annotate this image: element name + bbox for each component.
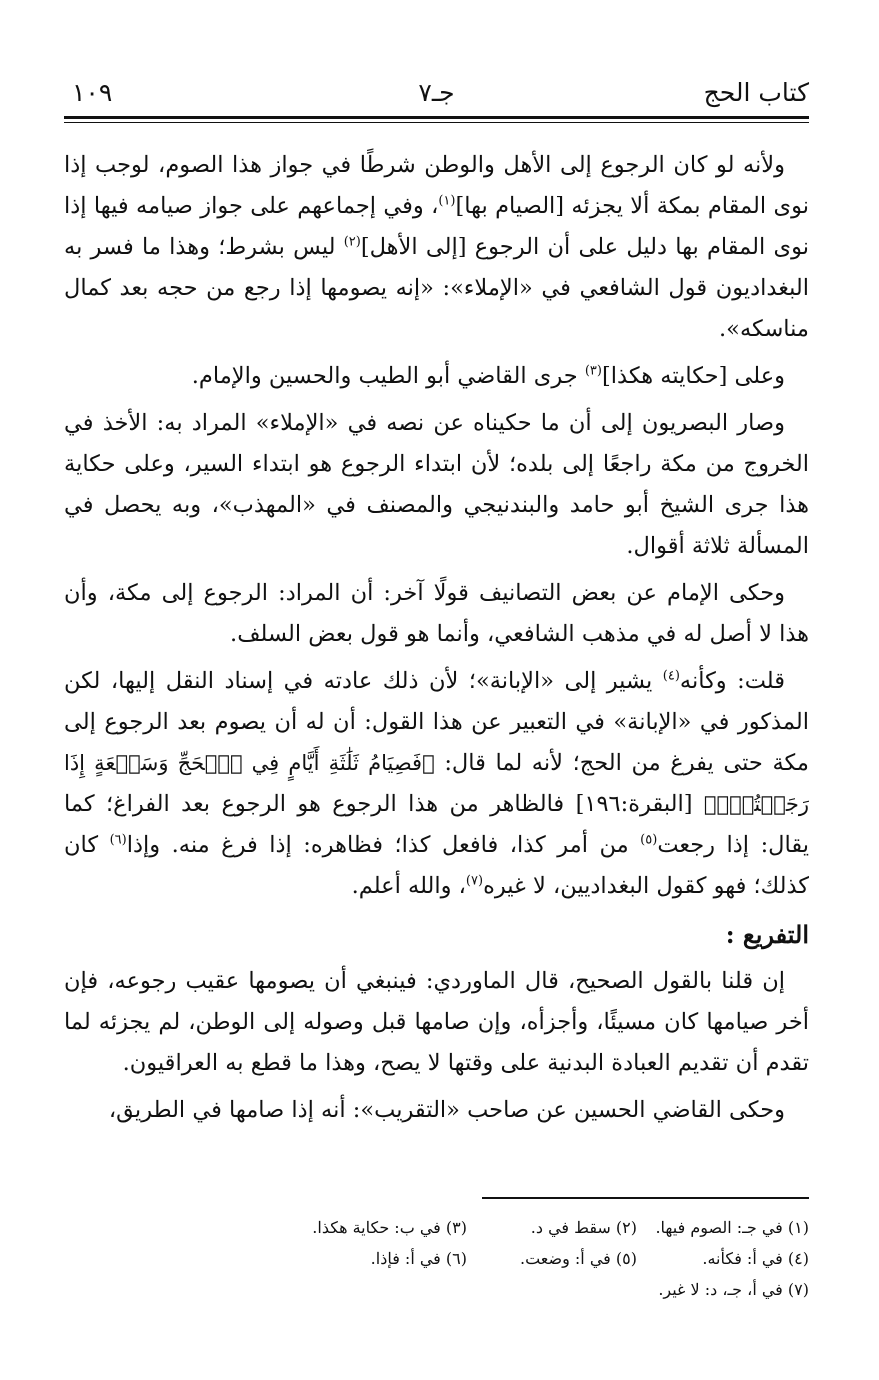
footnote-reference: (٥) [640,832,658,848]
footnote: (٣) في ب: حكاية هكذا. [312,1218,467,1237]
text-run: [البقرة:١٩٦] فالظاهر من هذا الرجوع هو الرجوع بعد الفراغ؛ كما يقال: إذا رجعت [64,791,809,858]
header-rule-thin [64,122,809,123]
text-run: ، والله أعلم. [351,873,466,899]
paragraph [64,1090,809,1131]
paragraph [64,573,809,655]
book-page [64,70,809,1299]
page-number: ١٠٩ [72,78,113,107]
footnote-row [64,1243,809,1274]
paragraphs-before-heading [64,145,809,907]
footnote: (٧) في أ، جـ، د: لا غير. [658,1280,809,1299]
text-run: وعلى [حكايته هكذا] [601,363,785,389]
header-book-title: كتاب الحج [703,78,809,107]
paragraph [64,961,809,1084]
text-run: ، وفي إجماعهم على جواز صيامه فيها إذا نوى المقام بها دليل على أن الرجوع [إلى الأهل] [64,193,809,260]
text-run: كان كذلك؛ فهو كقول البغداديين، لا غيره [64,832,809,899]
footnote-separator [482,1197,809,1199]
paragraphs-after-heading [64,961,809,1131]
header-volume: جـ٧ [418,78,455,107]
footnote: (١) في جـ: الصوم فيها. [655,1218,809,1237]
footnote-reference: (٣) [584,363,602,379]
text-run: من أمر كذا، فافعل كذا؛ فظاهره: إذا فرغ منه. وإذا [126,832,641,858]
text-run: ليس بشرط؛ وهذا ما فسر به البغداديون قول الشافعي في «الإملاء»: «إنه يصومها إذا رجع من حجه بعد كمال مناسكه». [64,234,809,342]
text-run: قلت: وكأنه [679,668,785,694]
footnote-reference: (١) [438,193,456,209]
text-run: يشير إلى «الإبانة»؛ لأن ذلك عادته في إسناد النقل إليها، لكن المذكور في «الإبانة» في التعبير عن هذا القول: أن له أن يصوم بعد الرجوع إلى مكة حتى يفرغ من الحج؛ لأنه لما قال: [64,668,809,776]
paragraph [64,145,809,350]
footnote: (٦) في أ: فإذا. [370,1249,467,1268]
footnote-row [64,1212,809,1243]
header-rule-thick [64,116,809,119]
text-run: وحكى الإمام عن بعض التصانيف قولًا آخر: أن المراد: الرجوع إلى مكة، وأن هذا لا أصل له في مذهب الشافعي، وأنما هو قول بعض السلف. [64,580,809,647]
footnote: (٤) في أ: فكأنه. [702,1249,809,1268]
footnotes [64,1212,809,1305]
text-run: وحكى القاضي الحسين عن صاحب «التقريب»: أنه إذا صامها في الطريق، [108,1097,785,1123]
main-text [64,145,809,1131]
footnote-reference: (٤) [662,668,680,684]
footnote-reference: (٦) [109,832,127,848]
footnote-reference: (٧) [465,873,484,889]
section-heading: التفريع : [725,920,809,949]
running-header [64,70,809,116]
quran-verse: ﴿فَصِيَامُ ثَلَٰثَةِ أَيَّامٍ فِي ٱلۡحَجِّ وَسَبۡعَةٍ إِذَا رَجَعۡتُمۡۗ﴾ [64,751,809,816]
footnote-row [64,1274,809,1305]
text-run: وصار البصريون إلى أن ما حكيناه عن نصه في «الإملاء» المراد به: الأخذ في الخروج من مكة راجعًا إلى بلده؛ لأن ابتداء الرجوع هو ابتداء السير، وعلى حكاية هذا جرى الشيخ أبو حامد والبندنيجي والمصنف في «المهذب»، وبه يحصل في المسألة ثلاثة أقوال. [64,410,809,559]
text-run: جرى القاضي أبو الطيب والحسين والإمام. [191,363,585,389]
footnote: (٢) سقط في د. [530,1218,637,1237]
paragraph [64,661,809,907]
paragraph [64,356,809,397]
text-run: ولأنه لو كان الرجوع إلى الأهل والوطن شرطًا في جواز هذا الصوم، لوجب إذا نوى المقام بمكة ألا يجزئه [الصيام بها] [64,152,809,219]
paragraph [64,403,809,567]
text-run: إن قلنا بالقول الصحيح، قال الماوردي: فينبغي أن يصومها عقيب رجوعه، فإن أخر صيامها كان مسيئًا، وأجزأه، وإن صامها قبل وصوله إلى الوطن، لم يجزئه لما تقدم أن تقديم العبادة البدنية على وقتها لا يصح، وهذا ما قطع به العراقيون. [64,968,809,1076]
footnote: (٥) في أ: وضعت. [520,1249,637,1268]
footnote-reference: (٢) [343,234,361,250]
